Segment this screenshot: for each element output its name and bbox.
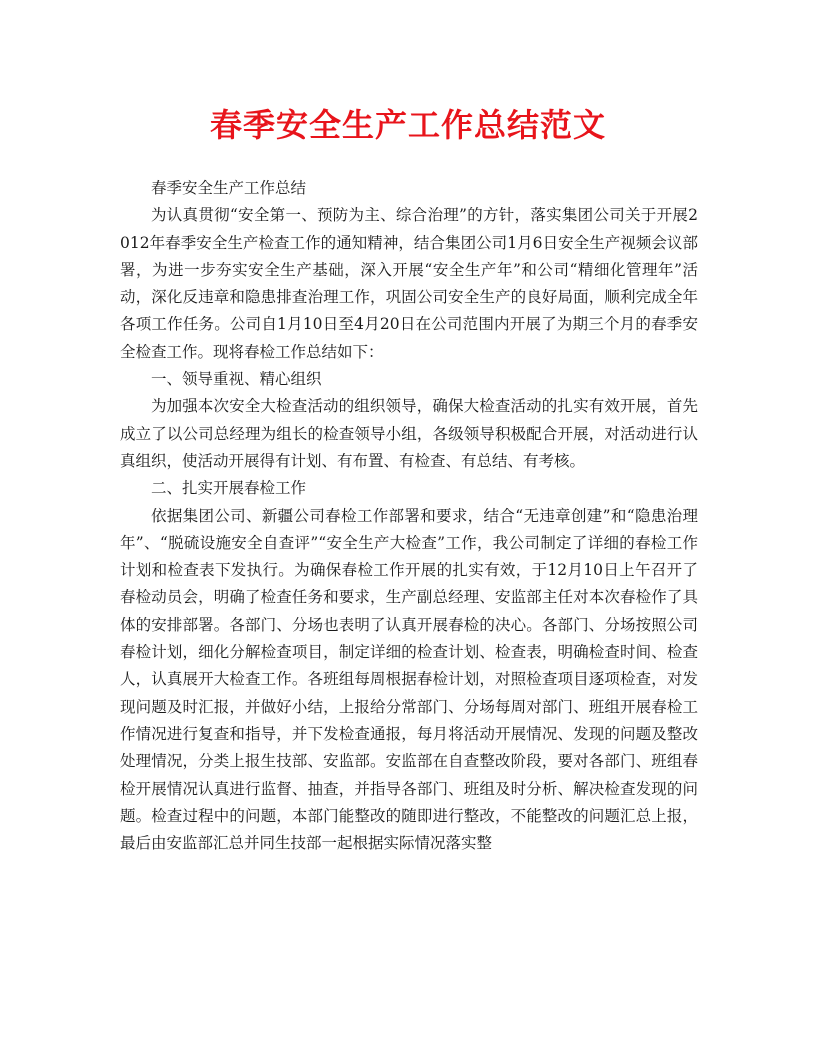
document-title: 春季安全生产工作总结范文 bbox=[209, 106, 606, 144]
intro-paragraph: 为认真贯彻“安全第一、预防为主、综合治理”的方针，落实集团公司关于开展2012年春季安全生产检查工作的通知精神，结合集团公司1月6日安全生产视频会议部署，为进一步夯实安全生产基础，深入开展“安全生产年”和公司“精细化管理年”活动，深化反违章和隐患排查治理工作，巩固公司安全生产的良好局面，顺利完成全年各项工作任务。公司自1月10日至4月20日在公司范围内开展了为期三个月的春季安全检查工作。现将春检工作总结如下： bbox=[120, 206, 698, 361]
document-body bbox=[120, 175, 698, 857]
section-2-paragraph: 依据集团公司、新疆公司春检工作部署和要求，结合“无违章创建”和“隐患治理年”、“脱硫设施安全自查评”“安全生产大检查”工作，我公司制定了详细的春检工作计划和检查表下发执行。为确保春检工作开展的扎实有效，于12月10日上午召开了春检动员会，明确了检查任务和要求，生产副总经理、安监部主任对本次春检作了具体的安排部署。各部门、分场也表明了认真开展春检的决心。各部门、分场按照公司春检计划，细化分解检查项目，制定详细的检查计划、检查表，明确检查时间、检查人，认真展开大检查工作。各班组每周根据春检计划，对照检查项目逐项检查，对发现问题及时汇报，并做好小结，上报给分常部门、分场每周对部门、班组开展春检工作情况进行复查和指导，并下发检查通报，每月将活动开展情况、发现的问题及整改处理情况，分类上报生技部、安监部。安监部在自查整改阶段，要对各部门、班组春检开展情况认真进行监督、抽查，并指导各部门、班组及时分析、解决检查发现的问题。检查过程中的问题，本部门能整改的随即进行整改，不能整改的问题汇总上报，最后由安监部汇总并同生技部一起根据实际情况落实整 bbox=[120, 506, 698, 853]
subtitle-paragraph: 春季安全生产工作总结 bbox=[151, 179, 307, 197]
section-heading-1: 一、领导重视、精心组织 bbox=[151, 370, 322, 389]
section-1-paragraph: 为加强本次安全大检查活动的组织领导，确保大检查活动的扎实有效开展，首先成立了以公司总经理为组长的检查领导小组，各级领导积极配合开展，对活动进行认真组织，使活动开展得有计划、有布置、有检查、有总结、有考核。 bbox=[120, 397, 698, 470]
section-heading-2: 二、扎实开展春检工作 bbox=[151, 479, 307, 498]
